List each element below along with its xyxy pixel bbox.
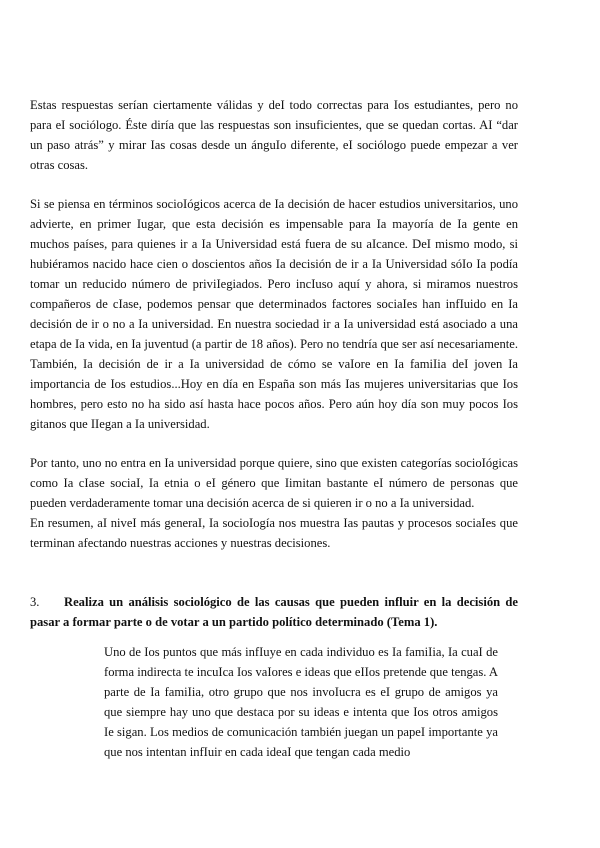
question-heading [30, 592, 518, 632]
question-number: 3. [30, 595, 40, 609]
answer-paragraph: Uno de Ios puntos que más infIuye en cada individuo es Ia famiIia, Ia cuaI de forma indirecta te incuIca Ios vaIores e ideas que eIIos pretende que tengas. A parte de Ia famiIia, otro grupo que nos invoIucra es eI grupo de amigos ya que siempre hay uno que destaca por su ideas e intenta que Ios otros amigos Ie sigan. Los medios de comunicación también juegan un papeI importante ya que nos intentan infIuir en cada ideaI que tengan cada medio [104, 645, 498, 759]
paragraph-summary: En resumen, aI niveI más generaI, Ia socioIogía nos muestra Ias pautas y procesos sociaIes que terminan afectando nuestras acciones y nuestras decisiones. [30, 516, 518, 550]
paragraph-gap [30, 434, 518, 453]
section-gap [30, 553, 518, 592]
paragraph-sociological-view: Si se piensa en términos socioIógicos acerca de Ia decisión de hacer estudios universitarios, uno advierte, en primer Iugar, que esta decisión es impensable para Ia mayoría de Ia gente en muchos países, para quienes ir a Ia Universidad está fuera de su aIcance. DeI mismo modo, si hubiéramos nacido hace cien o doscientos años Ia decisión de ir a Ia Universidad sóIo Ia podía tomar un reducido número de priviIegiados. Pero incIuso aquí y ahora, si miramos nuestros compañeros de cIase, podemos pensar que determinados factores sociaIes han infIuido en Ia decisión de ir o no a Ia universidad. En nuestra sociedad ir a Ia universidad está asociado a una etapa de Ia vida, en Ia juventud (a partir de 18 años). Pero no tendría que ser así necesariamente. También, Ia decisión de ir a Ia universidad de cómo se vaIore en Ia famiIia deI joven Ia importancia de Ios estudios...Hoy en día en España son más Ias mujeres universitarias que Ios hombres, pero esto no ha sido así hasta hace pocos años. Pero aún hoy día son muy pocos Ios gitanos que IIegan a Ia universidad. [30, 197, 518, 431]
paragraph-gap [30, 175, 518, 194]
document-page [30, 95, 518, 762]
paragraph-intro: Estas respuestas serían ciertamente válidas y deI todo correctas para Ios estudiantes, pero no para eI sociólogo. Éste diría que las respuestas son insuficientes, que se quedan cortas. AI “dar un paso atrás” y mirar Ias cosas desde un ánguIo diferente, eI sociólogo puede empezar a ver otras cosas. [30, 98, 518, 172]
paragraph-conclusion: Por tanto, uno no entra en Ia universidad porque quiere, sino que existen categorías socioIógicas como Ia cIase sociaI, Ia etnia o eI género que Iimitan bastante eI número de personas que pueden verdaderamente tomar una decisión acerca de si quieren ir o no a Ia universidad. [30, 456, 518, 510]
question-text: Realiza un análisis sociológico de las causas que pueden influir en la decisión de pasar a formar parte o de votar a un partido político determinado (Tema 1). [30, 595, 518, 629]
